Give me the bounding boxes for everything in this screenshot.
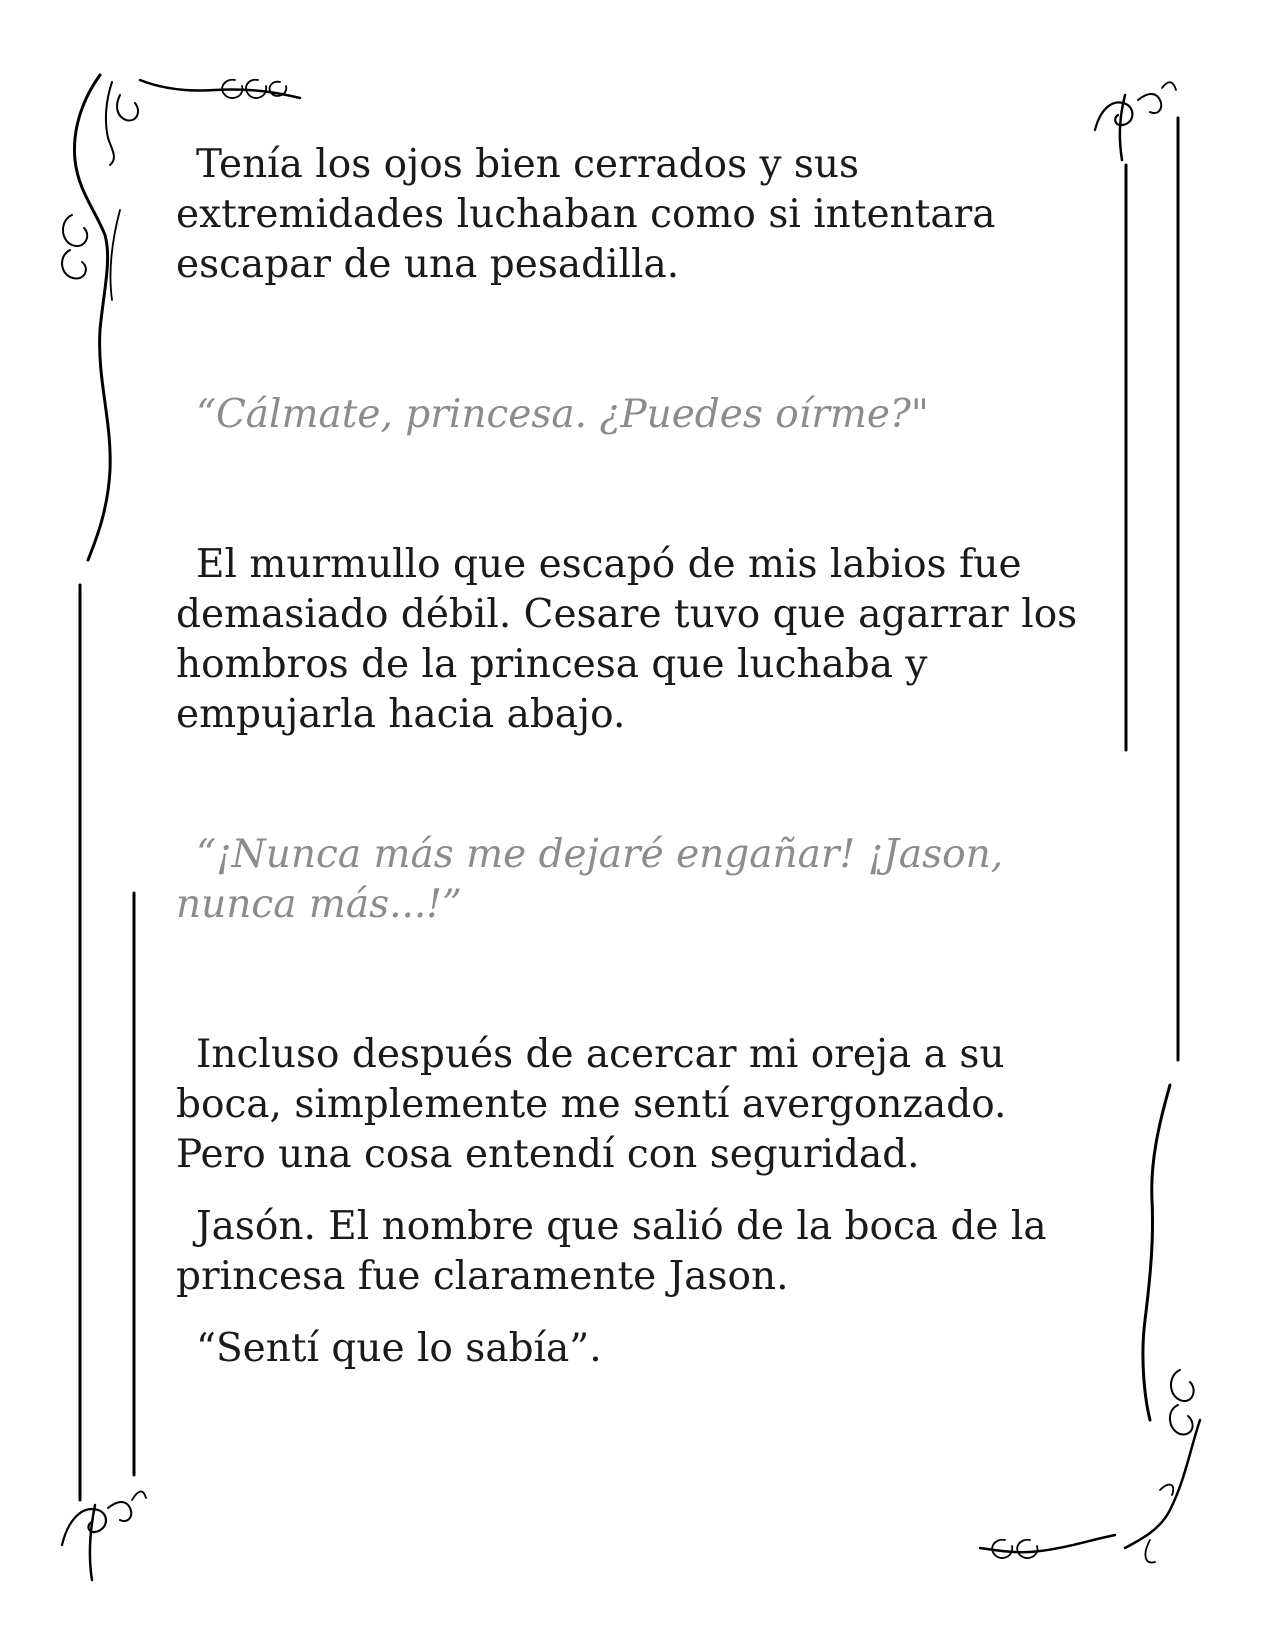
paragraph-3: Incluso después de acercar mi oreja a su boca, simplemente me sentí avergonzado. Pero una cosa entendí con seguridad. [176, 1032, 1007, 1177]
top-right-flourish-icon [1095, 82, 1176, 160]
paragraph-1: Tenía los ojos bien cerrados y sus extremidades luchaban como si intentara escapar de una pesadilla. [176, 142, 996, 287]
dialog-1: “Cálmate, princesa. ¿Puedes oírme?" [196, 392, 929, 437]
paragraph-2: El murmullo que escapó de mis labios fue demasiado débil. Cesare tuvo que agarrar los hombros de la princesa que luchaba y empujarla hacia abajo. [176, 542, 1078, 737]
paragraph-4: Jasón. El nombre que salió de la boca de la princesa fue claramente Jason. [176, 1204, 1047, 1299]
dialog-2: “¡Nunca más me dejaré engañar! ¡Jason, nunca más...!” [176, 832, 1004, 927]
paragraph-5: “Sentí que lo sabía”. [196, 1326, 602, 1371]
bottom-left-flourish-icon [62, 1491, 146, 1580]
chapter-text [176, 140, 1096, 1374]
